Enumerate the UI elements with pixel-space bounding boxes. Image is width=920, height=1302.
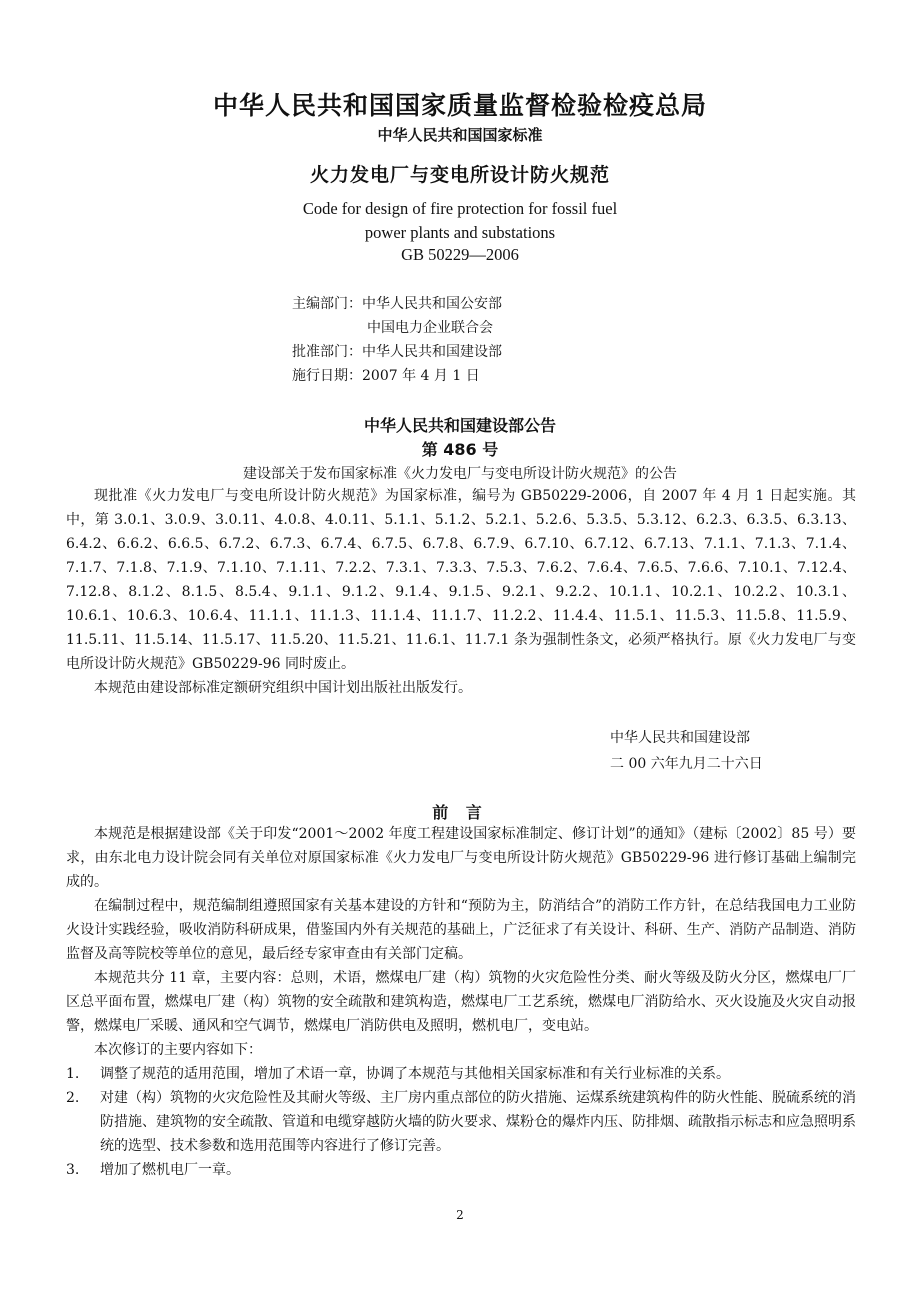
- notice-paragraph-2: 本规范由建设部标准定额研究组织中国计划出版社出版发行。: [94, 680, 472, 696]
- preface-title: 前 言: [432, 803, 488, 822]
- list-item: [66, 1086, 856, 1158]
- page-number: 2: [456, 1208, 464, 1222]
- effective-date: 施行日期：2007 年 4 月 1 日: [292, 368, 480, 384]
- title-en-line2: power plants and substations: [364, 223, 556, 242]
- signature-org: 中华人民共和国建设部: [610, 730, 750, 746]
- standard-label: 中华人民共和国国家标准: [377, 126, 543, 144]
- preface-paragraph-3: 本规范共分 11 章，主要内容：总则，术语，燃煤电厂建（构）筑物的火灾危险性分类、耐火等级及防火分区，燃煤电厂厂区总平面布置，燃煤电厂建（构）筑物的安全疏散和建筑构造，燃煤电厂工艺系统，燃煤电厂消防给水、灭火设施及火灾自动报警，燃煤电厂采暖、通风和空气调节，燃煤电厂消防供电及照明，燃机电厂，变电站。: [66, 970, 856, 1034]
- list-item-text: 增加了燃机电厂一章。: [100, 1162, 240, 1178]
- list-item-number: 2.: [66, 1090, 80, 1106]
- list-item-number: 3.: [66, 1162, 80, 1178]
- title-en-line1: Code for design of fire protection for fossil fuel: [302, 199, 618, 218]
- notice-title: 中华人民共和国建设部公告: [363, 416, 556, 435]
- standard-title-en: [0, 197, 920, 245]
- list-item-number: 1.: [66, 1066, 80, 1082]
- notice-paragraph-1: 现批准《火力发电厂与变电所设计防火规范》为国家标准，编号为 GB50229-2006，自 2007 年 4 月 1 日起实施。其中，第 3.0.1、3.0.9、3.0.11、4.0.8、4.0.11、5.1.1、5.1.2、5.2.1、5.2.6、5.3.5、5.3.12、6.2.3、6.3.5、6.3.13、6.4.2、6.6.2、6.6.5、6.7.2、6.7.3、6.7.4、6.7.5、6.7.8、6.7.9、6.7.10、6.7.12、6.7.13、7.1.1、7.1.3、7.1.4、7.1.7、7.1.8、7.1.9、7.1.10、7.1.11、7.2.2、7.3.1、7.3.3、7.5.3、7.6.2、7.6.4、7.6.5、7.6.6、7.10.1、7.12.4、7.12.8、8.1.2、8.1.5、8.5.4、9.1.1、9.1.2、9.1.4、9.1.5、9.2.1、9.2.2、10.1.1、10.2.1、10.2.2、10.3.1、10.6.1、10.6.3、10.6.4、11.1.1、11.1.3、11.1.4、11.1.7、11.2.2、11.4.4、11.5.1、11.5.3、11.5.8、11.5.9、11.5.11、11.5.14、11.5.17、11.5.20、11.5.21、11.6.1、11.7.1 条为强制性条文，必须严格执行。原《火力发电厂与变电所设计防火规范》GB50229-96 同时废止。: [66, 488, 856, 672]
- list-item: [66, 1158, 856, 1182]
- approval-dept: 批准部门：中华人民共和国建设部: [292, 344, 502, 360]
- chief-editor-dept-2: 中国电力企业联合会: [367, 320, 493, 336]
- notice-subtitle: 建设部关于发布国家标准《火力发电厂与变电所设计防火规范》的公告: [243, 466, 677, 482]
- preface-paragraph-2: 在编制过程中，规范编制组遵照国家有关基本建设的方针和“预防为主，防消结合”的消防工作方针，在总结我国电力工业防火设计实践经验，吸收消防科研成果，借鉴国内外有关规范的基础上，广泛征求了有关设计、科研、生产、消防产品制造、消防监督及高等院校等单位的意见，最后经专家审查由有关部门定稿。: [66, 898, 856, 962]
- issuing-agency: 中华人民共和国国家质量监督检验检疫总局: [212, 91, 707, 120]
- chief-editor-dept: 主编部门：中华人民共和国公安部: [292, 296, 502, 312]
- signature-date: 二 00 六年九月二十六日: [610, 756, 763, 772]
- standard-meta: [292, 292, 502, 388]
- notice-body: [66, 484, 856, 700]
- list-item-text: 对建（构）筑物的火灾危险性及其耐火等级、主厂房内重点部位的防火措施、运煤系统建筑构件的防火性能、脱硫系统的消防措施、建筑物的安全疏散、管道和电缆穿越防火墙的防火要求、煤粉仓的爆炸内压、防排烟、疏散指示标志和应急照明系统的选型、技术参数和选用范围等内容进行了修订完善。: [100, 1090, 856, 1154]
- notice-signature: [610, 725, 763, 777]
- notice-number: 第 486 号: [421, 440, 499, 459]
- list-item-text: 调整了规范的适用范围，增加了术语一章，协调了本规范与其他相关国家标准和有关行业标准的关系。: [100, 1066, 730, 1082]
- preface-paragraph-4: 本次修订的主要内容如下：: [94, 1042, 262, 1058]
- preface-paragraph-1: 本规范是根据建设部《关于印发“2001～2002 年度工程建设国家标准制定、修订计划”的通知》（建标〔2002〕85 号）要求，由东北电力设计院会同有关单位对原国家标准《火力发电厂与变电所设计防火规范》GB50229-96 进行修订基础上编制完成的。: [66, 826, 856, 890]
- preface-body: [66, 822, 856, 1182]
- list-item: [66, 1062, 856, 1086]
- standard-code: GB 50229—2006: [401, 245, 519, 264]
- standard-title-cn: 火力发电厂与变电所设计防火规范: [309, 164, 610, 186]
